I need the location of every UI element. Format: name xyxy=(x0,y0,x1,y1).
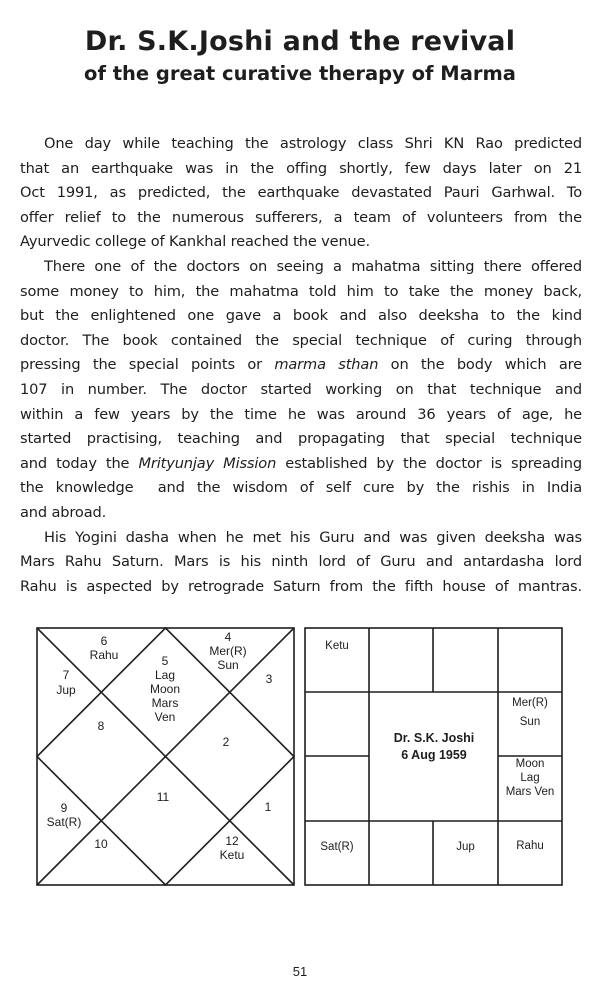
text-line: offer relief to the numerous sufferers, a team of volunteers from the xyxy=(20,208,582,226)
text-line: Ayurvedic college of Kankhal reached the venue. xyxy=(20,233,370,251)
text-run: pressing the special points or xyxy=(20,356,275,374)
body-text xyxy=(20,132,582,599)
house-2: 2 xyxy=(222,735,230,749)
planet-jupiter: Jup xyxy=(56,683,76,697)
page-subtitle: of the great curative therapy of Marma xyxy=(84,62,516,85)
chart-diagonal xyxy=(37,628,294,885)
text-line: and abroad. xyxy=(20,503,107,521)
planet-lagna: Lag xyxy=(154,668,176,682)
house-11: 11 xyxy=(156,790,170,804)
text-line: started practising, teaching and propagating that special technique xyxy=(20,430,582,448)
south-mars-venus: Mars Ven xyxy=(505,786,555,798)
house-1: 1 xyxy=(264,800,272,814)
mission-name: Mrityunjay Mission xyxy=(138,454,277,472)
house-12: 12 xyxy=(225,834,239,848)
house-4: 4 xyxy=(224,630,232,644)
planet-ketu: Ketu xyxy=(219,848,245,862)
planet-saturn-retro: Sat(R) xyxy=(46,815,82,829)
chart-diagonal xyxy=(37,628,294,885)
text-run: on the body which are xyxy=(378,356,582,374)
text-line xyxy=(20,353,582,378)
page-number: 51 xyxy=(292,964,308,979)
text-run: and today the xyxy=(20,454,139,472)
planet-venus: Ven xyxy=(154,710,176,724)
text-line: One day while teaching the astrology class Shri KN Rao predicted xyxy=(44,135,582,152)
house-7: 7 xyxy=(62,668,70,682)
chart-native-name: Dr. S.K. Joshi xyxy=(393,731,475,745)
house-5: 5 xyxy=(161,654,169,668)
text-line: There one of the doctors on seeing a mahatma sitting there offered xyxy=(44,257,582,275)
planet-mercury-retro: Mer(R) xyxy=(209,644,247,658)
text-line: Rahu is aspected by retrograde Saturn from the fifth house of mantras. xyxy=(20,577,582,595)
chart-diamond xyxy=(37,628,294,885)
south-jupiter: Jup xyxy=(456,841,475,853)
chart-birth-date: 6 Aug 1959 xyxy=(401,748,467,762)
text-line xyxy=(20,452,582,477)
house-10: 10 xyxy=(94,837,108,851)
text-line: Oct 1991, as predicted, the earthquake devastated Pauri Garhwal. To xyxy=(20,184,582,202)
page-title: Dr. S.K.Joshi and the revival xyxy=(84,26,516,57)
text-line: that an earthquake was in the offing shortly, few days later on 21 xyxy=(20,159,582,177)
text-line: doctor. The book contained the special technique of curing through xyxy=(20,331,582,349)
text-line: 107 in number. The doctor started working on that technique and xyxy=(20,380,582,398)
text-run: established by the doctor is spreading xyxy=(276,454,583,472)
planet-rahu: Rahu xyxy=(89,648,119,662)
south-lagna: Lag xyxy=(520,772,540,784)
south-mercury-retro: Mer(R) xyxy=(512,697,548,709)
text-line: but the enlightened one gave a book and also deeksha to the kind xyxy=(20,307,582,325)
chart-center-title xyxy=(370,730,498,764)
house-6: 6 xyxy=(100,634,108,648)
text-line: some money to him, the mahatma told him to take the money back, xyxy=(20,282,582,300)
chart-border xyxy=(37,628,294,885)
text-line: within a few years by the time he was around 36 years of age, he xyxy=(20,405,582,423)
marma-sthan-term: marma sthan xyxy=(274,356,379,374)
planet-sun: Sun xyxy=(217,658,239,672)
south-rahu: Rahu xyxy=(516,840,544,852)
house-3: 3 xyxy=(265,672,273,686)
text-line: His Yogini dasha when he met his Guru and was given deeksha was xyxy=(44,528,582,546)
south-moon: Moon xyxy=(515,758,545,770)
south-ketu: Ketu xyxy=(325,640,349,652)
house-9: 9 xyxy=(60,801,68,815)
text-line: Mars Rahu Saturn. Mars is his ninth lord of Guru and antardasha lord xyxy=(20,553,582,571)
south-saturn-retro: Sat(R) xyxy=(320,841,354,853)
text-line: the knowledge and the wisdom of self cure by the rishis in India xyxy=(20,479,582,497)
south-sun: Sun xyxy=(519,716,541,728)
house-8: 8 xyxy=(97,719,105,733)
planet-mars: Mars xyxy=(151,696,179,710)
planet-moon: Moon xyxy=(149,682,181,696)
